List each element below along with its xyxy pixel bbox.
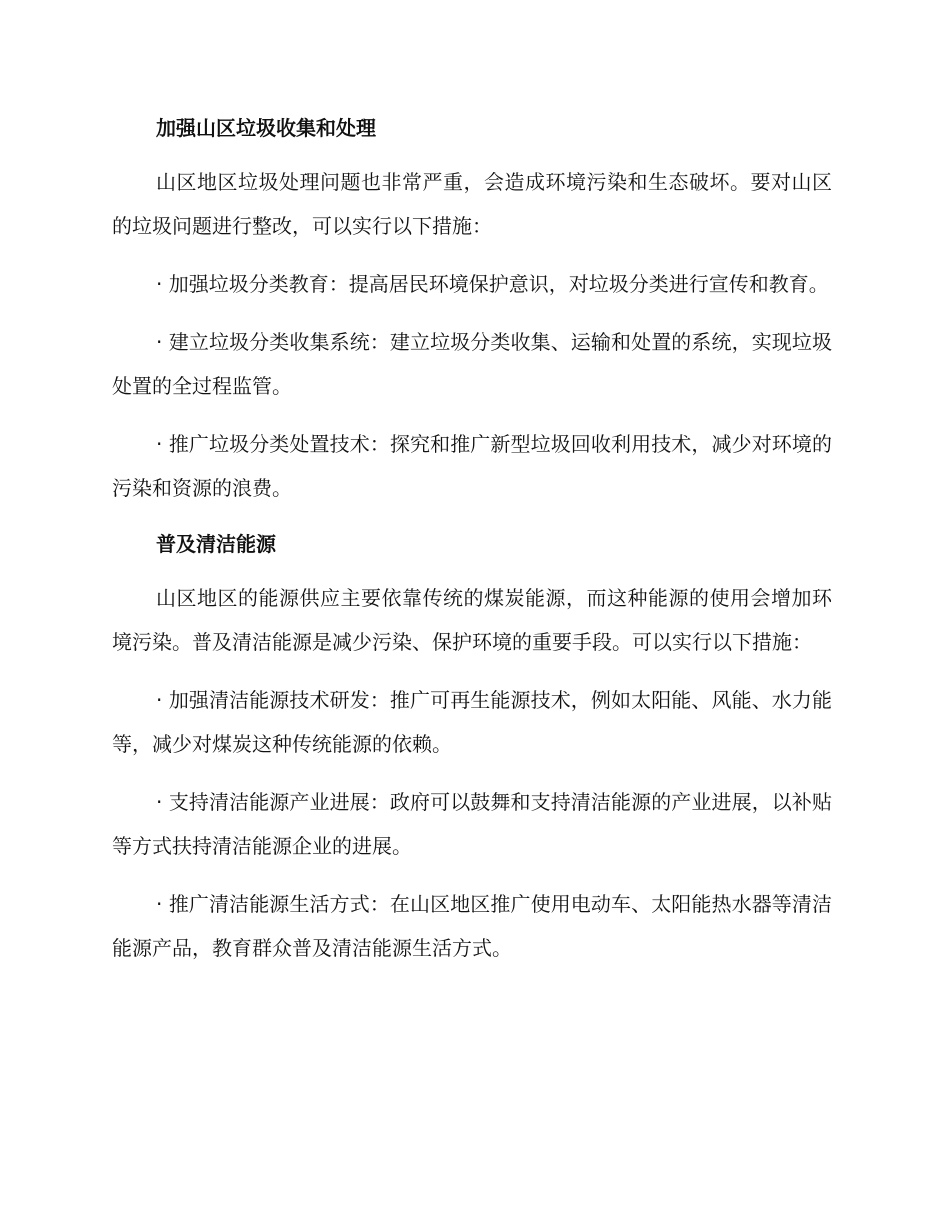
bullet-item: · 加强清洁能源技术研发：推广可再生能源技术，例如太阳能、风能、水力能等，减少对煤炭这种传统能源的依赖。 [112,688,832,756]
bullet-item: · 支持清洁能源产业进展：政府可以鼓舞和支持清洁能源的产业进展，以补贴等方式扶持清洁能源企业的进展。 [112,790,832,858]
section-intro-energy: 山区地区的能源供应主要依靠传统的煤炭能源，而这种能源的使用会增加环境污染。普及清洁能源是减少污染、保护环境的重要手段。可以实行以下措施： [112,586,832,654]
bullet-item: · 建立垃圾分类收集系统：建立垃圾分类收集、运输和处置的系统，实现垃圾处置的全过程监管。 [112,330,832,398]
bullet-item: · 加强垃圾分类教育：提高居民环境保护意识，对垃圾分类进行宣传和教育。 [156,272,829,296]
bullet-item: · 推广清洁能源生活方式：在山区地区推广使用电动车、太阳能热水器等清洁能源产品，教育群众普及清洁能源生活方式。 [112,892,832,960]
document-body [112,108,832,984]
section-heading-energy: 普及清洁能源 [156,532,276,556]
section-heading-waste: 加强山区垃圾收集和处理 [156,116,376,140]
section-intro-waste: 山区地区垃圾处理问题也非常严重，会造成环境污染和生态破坏。要对山区的垃圾问题进行整改，可以实行以下措施： [112,170,832,238]
bullet-item: · 推广垃圾分类处置技术：探究和推广新型垃圾回收利用技术，减少对环境的污染和资源的浪费。 [112,432,832,500]
